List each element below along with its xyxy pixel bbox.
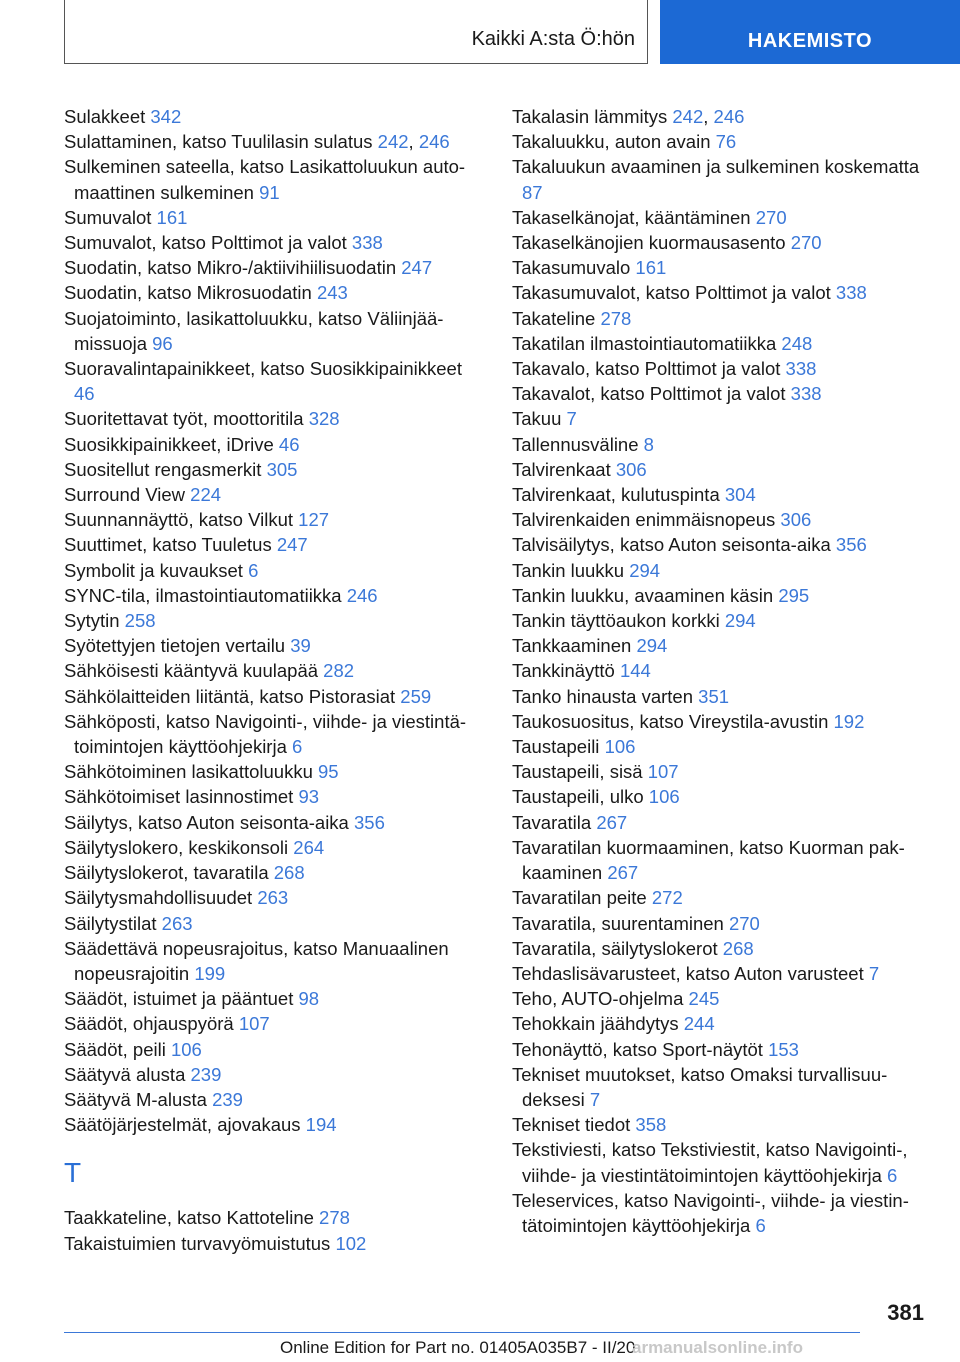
- index-entry: [512, 532, 932, 557]
- page-link[interactable]: 242: [672, 106, 704, 127]
- index-term: Taakkateline, katso Kattoteline: [64, 1207, 314, 1229]
- index-term: Tekniset tiedot: [512, 1114, 631, 1136]
- index-entry: [64, 633, 484, 658]
- index-entry: [64, 684, 484, 709]
- index-entry: [64, 1062, 484, 1087]
- index-entry: [64, 1011, 484, 1036]
- index-term: Sähkötoimiset lasinnostimet: [64, 786, 294, 808]
- page-link[interactable]: 247: [276, 534, 308, 556]
- index-entry: [64, 709, 484, 759]
- index-term: Säätöjärjestelmät, ajovakaus: [64, 1114, 301, 1136]
- index-term: Säätyvä alusta: [64, 1063, 186, 1085]
- index-term: Tehdaslisävarusteet, katso Auton varusteet: [512, 962, 864, 984]
- index-term: Tavaratilan peite: [512, 887, 647, 909]
- index-entry: [512, 709, 932, 734]
- index-term: Tankkinäyttö: [512, 660, 615, 682]
- page-link[interactable]: 356: [354, 811, 385, 833]
- index-term: SYNC-tila, ilmastointiautomatiikka: [64, 584, 342, 606]
- index-entry: [512, 961, 932, 986]
- index-entry: [512, 482, 932, 507]
- index-entry: [64, 835, 484, 860]
- page-link[interactable]: 294: [629, 559, 661, 581]
- index-term: Talvisäilytys, katso Auton seisonta-aika: [512, 534, 831, 556]
- index-term: Sytytin: [64, 610, 120, 632]
- index-term: Säilytys, katso Auton seisonta-aika: [64, 811, 349, 833]
- index-entry: [64, 1037, 484, 1062]
- index-entry: [512, 154, 932, 204]
- page-link[interactable]: 263: [161, 912, 193, 934]
- index-term: Taukosuositus, katso Vireystila-avustin: [512, 710, 829, 732]
- index-term: Sulakkeet: [64, 106, 146, 127]
- index-term: Suoritettavat työt, moottoritila: [64, 408, 304, 430]
- index-entry: [64, 558, 484, 583]
- index-term: Takaselkänojat, kääntäminen: [512, 206, 751, 228]
- page-link[interactable]: 246: [346, 584, 378, 606]
- index-entry: [512, 432, 932, 457]
- page-link[interactable]: 247: [401, 257, 433, 279]
- index-term: Sähköisesti kääntyvä kuulapää: [64, 660, 319, 682]
- page-link[interactable]: 96: [152, 332, 173, 354]
- page-link[interactable]: 76: [715, 131, 737, 153]
- page-link[interactable]: 246: [418, 131, 450, 153]
- index-term: Suosikkipainikkeet, iDrive: [64, 433, 274, 455]
- header-title: Kaikki A:sta Ö:hön: [471, 28, 635, 50]
- index-term: Tavaratilan kuormaaminen, katso Kuorman pakkaaminen: [512, 836, 905, 884]
- page-link[interactable]: 8: [643, 433, 654, 455]
- page-link[interactable]: 239: [212, 1088, 243, 1110]
- index-term: Suodatin, katso Mikrosuodatin: [64, 282, 312, 304]
- page-link[interactable]: 199: [194, 962, 226, 984]
- index-entry: [64, 784, 484, 809]
- index-entry: [64, 154, 484, 204]
- page-link[interactable]: 87: [522, 181, 543, 203]
- index-term: Takavalo, katso Polttimot ja valot: [512, 358, 781, 380]
- index-term: Säädöt, istuimet ja pääntuet: [64, 988, 294, 1010]
- index-entry: [512, 129, 932, 154]
- index-term: Suuttimet, katso Tuuletus: [64, 534, 272, 556]
- page-link[interactable]: 278: [600, 307, 632, 329]
- page-link[interactable]: 306: [615, 458, 647, 480]
- index-entry: [512, 583, 932, 608]
- index-entry: [512, 1137, 932, 1187]
- index-entry: [64, 1205, 484, 1230]
- page-link[interactable]: 356: [835, 534, 867, 556]
- edition-note: Online Edition for Part no. 01405A035B7 - II/20: [280, 1338, 636, 1357]
- index-term: Takasumuvalo: [512, 257, 631, 279]
- page-link[interactable]: 95: [318, 761, 339, 783]
- index-term: Tankin luukku: [512, 559, 625, 581]
- index-entry: Takalasin lämmitys 242, 246: [512, 106, 745, 127]
- page-link[interactable]: 7: [566, 408, 577, 430]
- index-term: Tavaratila, säilytyslokerot: [512, 937, 718, 959]
- page-link[interactable]: 46: [74, 383, 95, 405]
- index-entry: [512, 457, 932, 482]
- index-term: Suoravalintapainikkeet, katso Suosikkipainikkeet: [64, 358, 462, 380]
- index-term: Sumuvalot, katso Polttimot ja valot: [64, 232, 347, 254]
- page-link[interactable]: 248: [781, 332, 813, 354]
- index-entry: [64, 1087, 484, 1112]
- page-link[interactable]: 270: [790, 232, 822, 254]
- index-entry: [64, 507, 484, 532]
- index-term: Talvirenkaiden enimmäisnopeus: [512, 509, 776, 531]
- index-term: Taustapeili: [512, 736, 600, 758]
- page-link[interactable]: 264: [293, 836, 325, 858]
- index-term: Takalasin lämmitys: [512, 106, 668, 127]
- index-entry: [64, 482, 484, 507]
- index-term: Säilytysmahdollisuudet: [64, 887, 253, 909]
- index-entry: [512, 205, 932, 230]
- index-entry: [512, 885, 932, 910]
- index-entry: [512, 986, 932, 1011]
- page-link[interactable]: 338: [835, 282, 867, 304]
- index-term: Tehonäyttö, katso Sport-näytöt: [512, 1038, 763, 1060]
- page-link[interactable]: 244: [683, 1013, 715, 1035]
- page-link[interactable]: 6: [887, 1164, 898, 1186]
- index-entry: [64, 608, 484, 633]
- page-link[interactable]: 270: [755, 206, 787, 228]
- page-link[interactable]: 258: [124, 610, 156, 632]
- page-link[interactable]: 294: [724, 610, 756, 632]
- index-entry: [64, 583, 484, 608]
- page-link[interactable]: 242: [377, 131, 409, 153]
- page-link[interactable]: 338: [785, 358, 817, 380]
- page-link[interactable]: 144: [619, 660, 651, 682]
- index-term: Takasumuvalot, katso Polttimot ja valot: [512, 282, 831, 304]
- page-link[interactable]: 245: [688, 988, 720, 1010]
- index-entry: [512, 1188, 932, 1238]
- page-link[interactable]: 7: [868, 962, 880, 984]
- index-term: Säädettävä nopeusrajoitus, katso Manuaalinen nopeusrajoitin: [64, 937, 449, 984]
- page-link[interactable]: 342: [150, 106, 182, 127]
- index-entry: [64, 457, 484, 482]
- page-link[interactable]: 153: [768, 1038, 799, 1060]
- index-term: Takaluukun avaaminen ja sulkeminen koskematta: [512, 156, 920, 178]
- index-entry: [512, 230, 932, 255]
- page-link[interactable]: 268: [722, 937, 754, 959]
- page-link[interactable]: 106: [648, 786, 680, 808]
- index-entry: [64, 432, 484, 457]
- index-entry: [512, 331, 932, 356]
- index-entry: [512, 558, 932, 583]
- page-link[interactable]: 338: [351, 232, 383, 254]
- page-link[interactable]: 268: [273, 862, 305, 884]
- index-entry: [64, 911, 484, 936]
- index-entry: Sulattaminen, katso Tuulilasin sulatus 242, 246: [64, 131, 450, 153]
- page-link[interactable]: 107: [647, 761, 679, 783]
- index-entry: [512, 911, 932, 936]
- index-term: Tanko hinausta varten: [512, 685, 694, 707]
- index-term: Säädöt, ohjauspyörä: [64, 1013, 234, 1035]
- index-entry: [512, 684, 932, 709]
- index-entry: [512, 1062, 932, 1112]
- page-link[interactable]: 93: [298, 786, 320, 808]
- index-entry: [512, 1112, 932, 1137]
- index-term: Suodatin, katso Mikro-/aktiivihiilisuodatin: [64, 257, 397, 279]
- index-term: Symbolit ja kuvaukset: [64, 559, 243, 581]
- page-link[interactable]: 239: [190, 1063, 222, 1085]
- index-entry: [512, 356, 932, 381]
- page-link[interactable]: 6: [248, 559, 259, 581]
- index-term: Säilytyslokerot, tavaratila: [64, 862, 269, 884]
- index-entry: [64, 280, 484, 305]
- index-term: Säädöt, peili: [64, 1038, 166, 1060]
- page-link[interactable]: 161: [635, 257, 667, 279]
- page-link[interactable]: 192: [833, 710, 865, 732]
- index-entry: [64, 1231, 484, 1256]
- index-entry: [64, 658, 484, 683]
- index-entry: [512, 759, 932, 784]
- index-term: Takatilan ilmastointiautomatiikka: [512, 332, 777, 354]
- index-entry: [512, 1011, 932, 1036]
- page-number: 381: [887, 1300, 924, 1325]
- page-link[interactable]: 259: [400, 685, 432, 707]
- page-link[interactable]: 246: [713, 106, 745, 127]
- page-link[interactable]: 98: [298, 988, 320, 1010]
- index-term: Takateline: [512, 307, 596, 329]
- page-link[interactable]: 39: [290, 635, 311, 657]
- page-link[interactable]: 7: [589, 1088, 601, 1110]
- index-column-right: [512, 104, 932, 1238]
- index-entry: [512, 784, 932, 809]
- index-entry: [64, 986, 484, 1011]
- index-entry: [512, 381, 932, 406]
- index-entry: [512, 507, 932, 532]
- page-link[interactable]: 358: [635, 1114, 667, 1136]
- page-link[interactable]: 6: [292, 736, 303, 758]
- index-term: Surround View: [64, 484, 186, 506]
- index-term: Säilytyslokero, keskikonsoli: [64, 836, 289, 858]
- index-term: Suunnannäyttö, katso Vilkut: [64, 509, 294, 531]
- index-term: Sulkeminen sateella, katso Lasikattoluukun automaattinen sulkeminen: [64, 156, 466, 203]
- page-link[interactable]: 267: [596, 811, 628, 833]
- index-term: Teleservices, katso Navigointi-, viihde- ja viestintätoimintojen käyttöohjekirja: [512, 1189, 909, 1236]
- page-link[interactable]: 338: [790, 383, 822, 405]
- index-term: Tankin täyttöaukon korkki: [512, 610, 720, 632]
- index-entry: [64, 759, 484, 784]
- page-link[interactable]: 194: [305, 1114, 337, 1136]
- index-entry: [64, 936, 484, 986]
- index-term: Tekniset muutokset, katso Omaksi turvallisuudeksesi: [512, 1063, 888, 1110]
- index-entry: [512, 306, 932, 331]
- index-entry: [64, 532, 484, 557]
- page-link[interactable]: 305: [266, 458, 298, 480]
- index-term: Tavaratila, suurentaminen: [512, 912, 724, 934]
- page-link[interactable]: 102: [335, 1232, 367, 1254]
- index-term: Sumuvalot: [64, 206, 152, 228]
- index-term: Tavaratila: [512, 811, 592, 833]
- index-term: Tehokkain jäähdytys: [512, 1013, 679, 1035]
- index-term: Syötettyjen tietojen vertailu: [64, 635, 286, 657]
- page-link[interactable]: 304: [724, 484, 756, 506]
- page-link[interactable]: 161: [156, 206, 188, 228]
- index-entry: [64, 860, 484, 885]
- page-link[interactable]: 278: [319, 1207, 350, 1229]
- index-entry: [64, 356, 484, 406]
- index-term: Teho, AUTO-ohjelma: [512, 988, 684, 1010]
- page-link[interactable]: 267: [607, 862, 639, 884]
- index-entry: [64, 255, 484, 280]
- index-term: Taustapeili, ulko: [512, 786, 644, 808]
- index-term: Säilytystilat: [64, 912, 157, 934]
- page-link[interactable]: 270: [728, 912, 760, 934]
- index-entry: [64, 306, 484, 356]
- index-column-left: [64, 104, 484, 1256]
- index-entry: [512, 280, 932, 305]
- page-link[interactable]: 351: [698, 685, 730, 707]
- page-link[interactable]: 46: [278, 433, 300, 455]
- tab-hakemisto[interactable]: HAKEMISTO: [660, 0, 960, 64]
- index-term: Talvirenkaat: [512, 458, 611, 480]
- index-entry: [512, 406, 932, 431]
- page-link[interactable]: 328: [308, 408, 340, 430]
- watermark: armanualsonline.info: [632, 1338, 803, 1357]
- index-term: Talvirenkaat, kulutuspinta: [512, 484, 720, 506]
- index-term: Suojatoiminto, lasikattoluukku, katso Väliinjäämissuoja: [64, 307, 444, 354]
- index-entry: [512, 608, 932, 633]
- page-link[interactable]: 282: [323, 660, 355, 682]
- index-entry: [512, 810, 932, 835]
- index-term: Suositellut rengasmerkit: [64, 458, 262, 480]
- index-term: Takavalot, katso Polttimot ja valot: [512, 383, 786, 405]
- index-entry: [64, 885, 484, 910]
- page-link[interactable]: 6: [755, 1214, 766, 1236]
- index-entry: [512, 835, 932, 885]
- page-link[interactable]: 224: [190, 484, 222, 506]
- page-link[interactable]: 306: [780, 509, 812, 531]
- section-letter: T: [64, 1157, 82, 1189]
- index-entry: [64, 810, 484, 835]
- index-term: Säätyvä M-alusta: [64, 1088, 207, 1110]
- index-term: Takuu: [512, 408, 562, 430]
- header-title-box: [64, 0, 648, 64]
- index-entry: [512, 658, 932, 683]
- index-term: Sähköposti, katso Navigointi-, viihde- ja viestintätoimintojen käyttöohjekirja: [64, 710, 467, 758]
- index-entry: [64, 1112, 484, 1137]
- index-term: Tekstiviesti, katso Tekstiviestit, katso Navigointi-, viihde- ja viestintätoimintojen käyttöohjekirja: [512, 1139, 908, 1186]
- page-link[interactable]: 294: [636, 635, 668, 657]
- index-term: Sähkötoiminen lasikattoluukku: [64, 761, 313, 783]
- index-term: Tallennusväline: [512, 433, 639, 455]
- index-term: Tankin luukku, avaaminen käsin: [512, 584, 774, 606]
- index-entry: [64, 406, 484, 431]
- index-entry: [512, 633, 932, 658]
- page-link[interactable]: 295: [778, 584, 810, 606]
- index-term: Sulattaminen, katso Tuulilasin sulatus: [64, 131, 373, 153]
- page-link[interactable]: 243: [316, 282, 348, 304]
- index-entry: [512, 255, 932, 280]
- page-link[interactable]: 91: [259, 181, 280, 203]
- footer-divider: [64, 1332, 860, 1333]
- index-entry: [64, 230, 484, 255]
- index-term: Takaselkänojien kuormausasento: [512, 232, 786, 254]
- index-term: Takaistuimien turvavyömuistutus: [64, 1232, 331, 1254]
- index-entry: [512, 936, 932, 961]
- index-entry: [512, 1037, 932, 1062]
- page-link[interactable]: 127: [298, 509, 330, 531]
- index-term: Taustapeili, sisä: [512, 761, 643, 783]
- page-link[interactable]: 107: [238, 1013, 270, 1035]
- index-entry: [512, 734, 932, 759]
- page-link[interactable]: 106: [170, 1038, 202, 1060]
- index-term: Tankkaaminen: [512, 635, 632, 657]
- index-term: Sähkölaitteiden liitäntä, katso Pistorasiat: [64, 685, 396, 707]
- page-link[interactable]: 106: [604, 736, 636, 758]
- page-link[interactable]: 272: [651, 887, 683, 909]
- index-entry: [64, 205, 484, 230]
- index-entry: [64, 104, 484, 129]
- page-link[interactable]: 263: [257, 887, 289, 909]
- index-term: Takaluukku, auton avain: [512, 131, 711, 153]
